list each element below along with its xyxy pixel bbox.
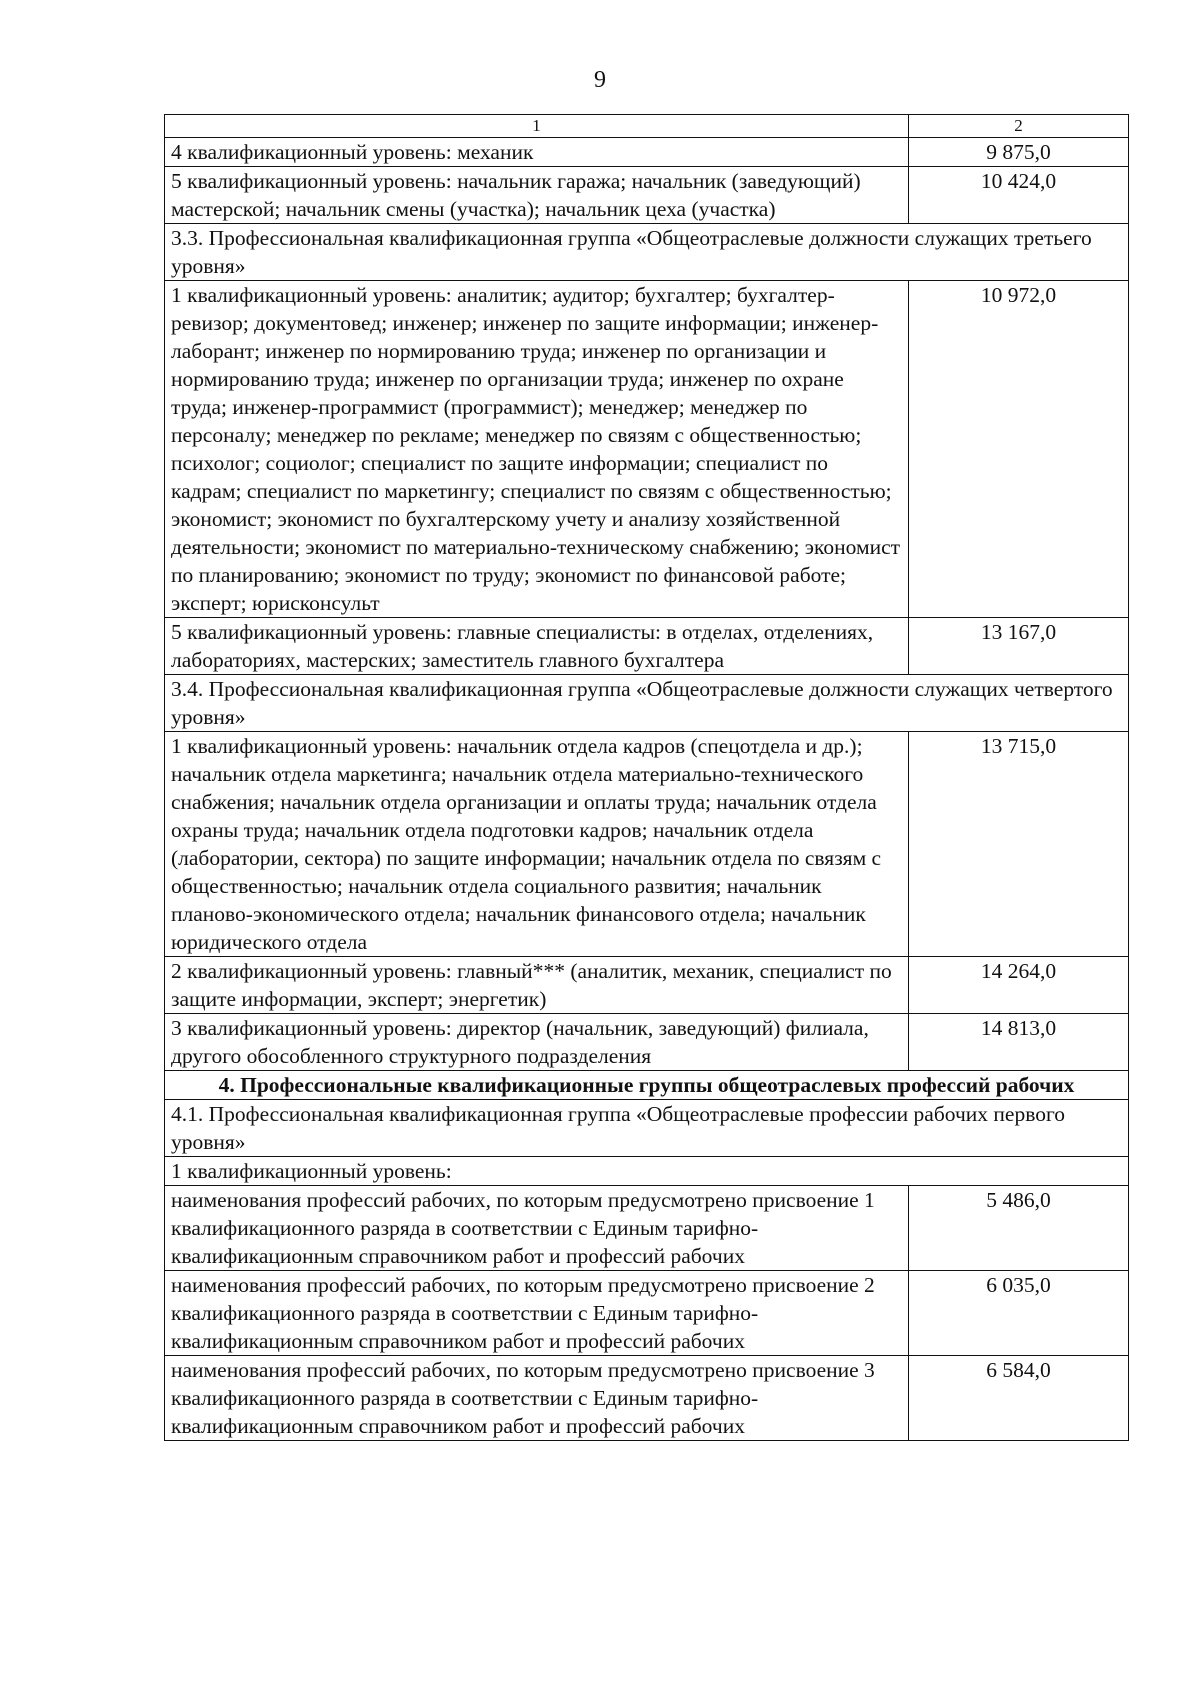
level-heading: 1 квалификационный уровень: xyxy=(165,1157,1129,1186)
row-salary-value: 10 972,0 xyxy=(909,281,1129,618)
row-salary-value: 5 486,0 xyxy=(909,1186,1129,1271)
row-salary-value: 6 035,0 xyxy=(909,1271,1129,1356)
section-row xyxy=(165,1071,1129,1100)
column-header-1: 1 xyxy=(165,115,909,138)
table-row xyxy=(165,138,1129,167)
row-salary-value: 14 264,0 xyxy=(909,957,1129,1014)
table-row xyxy=(165,957,1129,1014)
group-row xyxy=(165,224,1129,281)
column-header-2: 2 xyxy=(909,115,1129,138)
row-salary-value: 13 167,0 xyxy=(909,618,1129,675)
group-heading: 4.1. Профессиональная квалификационная группа «Общеотраслевые профессии рабочих первого уровня» xyxy=(165,1100,1129,1157)
table-row xyxy=(165,1271,1129,1356)
row-description: 5 квалификационный уровень: главные специалисты: в отделах, отделениях, лабораториях, мастерских; заместитель главного бухгалтера xyxy=(165,618,909,675)
row-salary-value: 10 424,0 xyxy=(909,167,1129,224)
row-salary-value: 6 584,0 xyxy=(909,1356,1129,1441)
section-heading: 4. Профессиональные квалификационные группы общеотраслевых профессий рабочих xyxy=(165,1071,1129,1100)
row-salary-value: 9 875,0 xyxy=(909,138,1129,167)
table-row xyxy=(165,167,1129,224)
table-row xyxy=(165,1186,1129,1271)
row-description: наименования профессий рабочих, по которым предусмотрено присвоение 2 квалификационного разряда в соответствии с Единым тарифно-квалификационным справочником работ и профессий рабочих xyxy=(165,1271,909,1356)
table-row xyxy=(165,618,1129,675)
group-heading: 3.4. Профессиональная квалификационная группа «Общеотраслевые должности служащих четвертого уровня» xyxy=(165,675,1129,732)
table-row xyxy=(165,1356,1129,1441)
table-header-row xyxy=(165,115,1129,138)
table-row xyxy=(165,281,1129,618)
row-salary-value: 13 715,0 xyxy=(909,732,1129,957)
group-row xyxy=(165,675,1129,732)
row-description: 2 квалификационный уровень: главный*** (аналитик, механик, специалист по защите информации, эксперт; энергетик) xyxy=(165,957,909,1014)
row-description: наименования профессий рабочих, по которым предусмотрено присвоение 1 квалификационного разряда в соответствии с Единым тарифно-квалификационным справочником работ и профессий рабочих xyxy=(165,1186,909,1271)
row-description: наименования профессий рабочих, по которым предусмотрено присвоение 3 квалификационного разряда в соответствии с Единым тарифно-квалификационным справочником работ и профессий рабочих xyxy=(165,1356,909,1441)
row-description: 5 квалификационный уровень: начальник гаража; начальник (заведующий) мастерской; начальник смены (участка); начальник цеха (участка) xyxy=(165,167,909,224)
row-description: 3 квалификационный уровень: директор (начальник, заведующий) филиала, другого обособленного структурного подразделения xyxy=(165,1014,909,1071)
group-heading: 3.3. Профессиональная квалификационная группа «Общеотраслевые должности служащих третьего уровня» xyxy=(165,224,1129,281)
page-number: 9 xyxy=(594,67,606,93)
group-row xyxy=(165,1100,1129,1157)
table-row xyxy=(165,1014,1129,1071)
row-description: 1 квалификационный уровень: аналитик; аудитор; бухгалтер; бухгалтер-ревизор; документовед; инженер; инженер по защите информации; инженер-лаборант; инженер по нормированию труда; инженер по организации и нормированию труда; инженер по организации труда; инженер по охране труда; инженер-программист (программист); менеджер; менеджер по персоналу; менеджер по рекламе; менеджер по связям с общественностью; психолог; социолог; специалист по защите информации; специалист по кадрам; специалист по маркетингу; специалист по связям с общественностью; экономист; экономист по бухгалтерскому учету и анализу хозяйственной деятельности; экономист по материально-техническому снабжению; экономист по планированию; экономист по труду; экономист по финансовой работе; эксперт; юрисконсульт xyxy=(165,281,909,618)
salary-table xyxy=(164,114,1129,1441)
row-description: 1 квалификационный уровень: начальник отдела кадров (спецотдела и др.); начальник отдела маркетинга; начальник отдела материально-технического снабжения; начальник отдела организации и оплаты труда; начальник отдела охраны труда; начальник отдела подготовки кадров; начальник отдела (лаборатории, сектора) по защите информации; начальник отдела по связям с общественностью; начальник отдела социального развития; начальник планово-экономического отдела; начальник финансового отдела; начальник юридического отдела xyxy=(165,732,909,957)
row-salary-value: 14 813,0 xyxy=(909,1014,1129,1071)
table-row xyxy=(165,732,1129,957)
group-row xyxy=(165,1157,1129,1186)
row-description: 4 квалификационный уровень: механик xyxy=(165,138,909,167)
